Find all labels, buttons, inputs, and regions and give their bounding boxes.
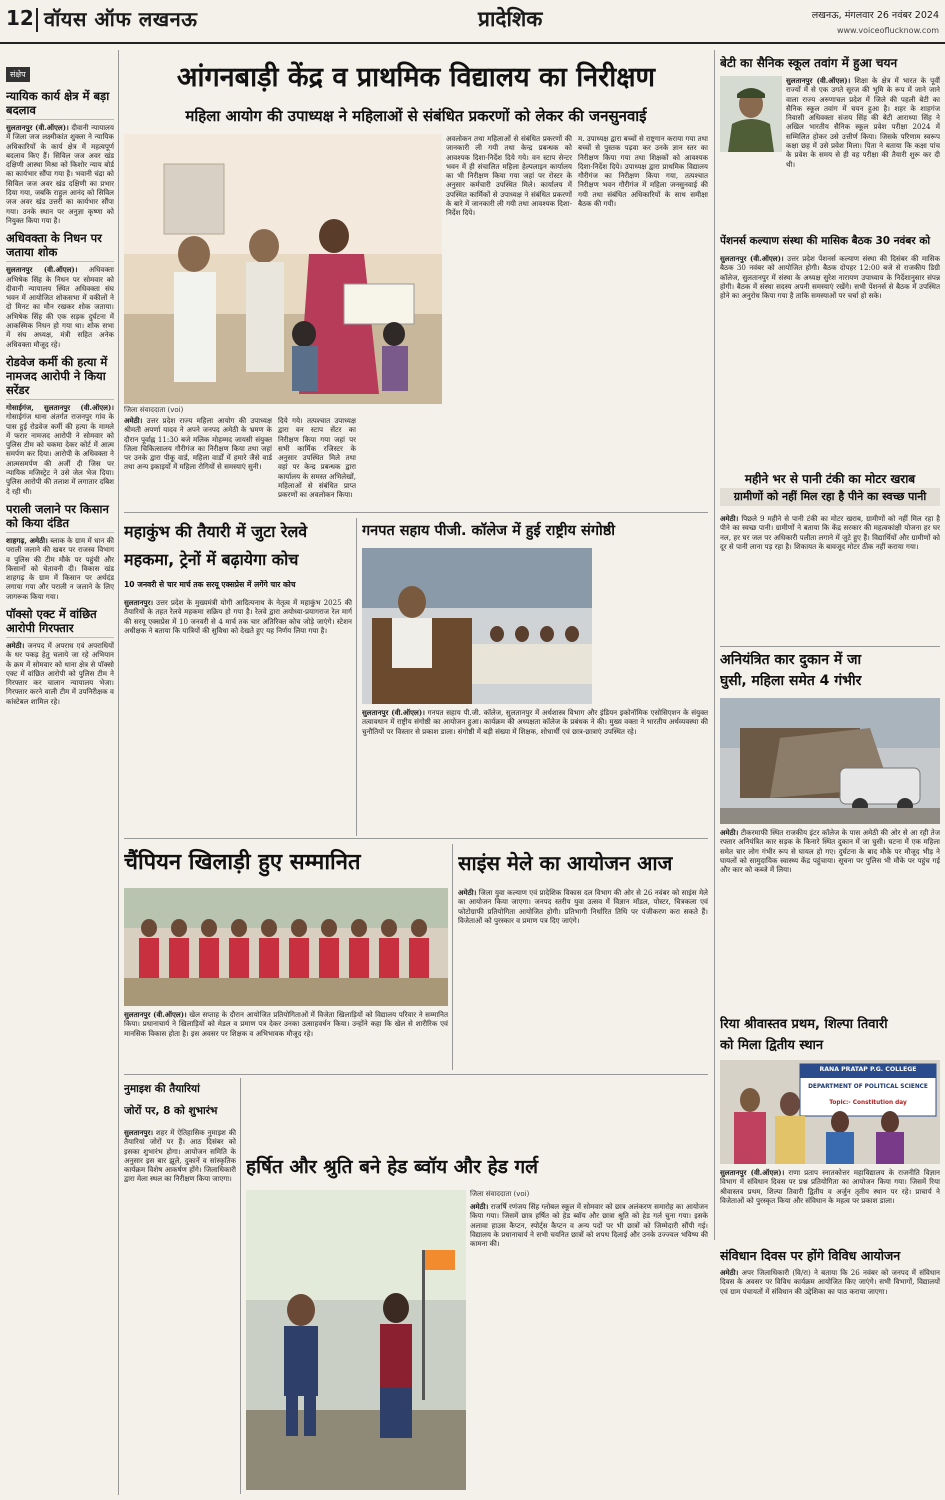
brief-item [6, 355, 114, 496]
brief-column [6, 62, 114, 1492]
section-title: प्रादेशिक [478, 7, 543, 31]
website-url: www.voiceoflucknow.com [836, 26, 939, 35]
brief-headline: रोडवेज कर्मी की हत्या में नामजद आरोपी ने किया सरेंडर [6, 355, 114, 400]
water-body: अमेठी। पिछले 9 महीने से पानी टंकी का मोटर खराब, ग्रामीणों को नहीं मिल रहा है पीने का स्वच्छ पानी। ग्रामीणों ने बताया कि केंद्र सरकार की महत्वकांक्षी योजना हर घर नल, हर घर जल पर अधिकारी पलीता लगाने में जुटे हुए हैं। विद्यार्थियों और ग्रामीणों को दूर से पानी लाना पड़ रहा है। शिकायत के बावजूद मोटर ठीक नहीं कराया गया। [720, 514, 940, 551]
school-parade-photo [246, 1190, 466, 1490]
column-divider [118, 50, 119, 1495]
lead-body-col-1: अमेठी। उत्तर प्रदेश राज्य महिला आयोग की उपाध्यक्ष श्रीमती अपर्णा यादव ने अपने जनपद अमेठी के भ्रमण के दौरान पूर्वाह्न 11:30 बजे मलिक मोहम्मद जायसी संयुक्त जिला चिकित्सालय गौरीगंज का निरीक्षण किया तथा जहां पर उनके द्वारा पीकू वार्ड, महिला वार्डों में हमारे जैसे वार्ड तथा अन्य इकाइयों में महिला रोगियों से समस्याएं सुनी। [124, 416, 272, 472]
accident-photo [720, 698, 940, 824]
lead-subhead-box [124, 104, 708, 130]
lead-photo [124, 134, 442, 404]
column-divider [240, 1078, 241, 1494]
section-divider [124, 1074, 708, 1075]
champion-body: सुलतानपुर (वी.ऑएल)। खेल सप्ताह के दौरान आयोजित प्रतियोगिताओं में विजेता खिलाड़ियों को विद्यालय परिवार ने सम्मानित किया। प्रधानाचार्य ने खिलाड़ियों को मेडल व प्रमाण पत्र देकर उनका उत्साहवर्धन किया। उन्होंने कहा कि खेल से शारीरिक एवं मानसिक विकास होता है। इस अवसर पर शिक्षक व अभिभावक मौजूद रहे। [124, 1010, 448, 1038]
lead-photo-caption: जिला संवाददाता (voi) [124, 406, 184, 414]
cadet-portrait [720, 76, 782, 152]
newspaper-brand: वॉयस ऑफ लखनऊ [44, 7, 198, 31]
banner-college: RANA PRATAP P.G. COLLEGE [819, 1066, 917, 1073]
result-headline-box [720, 1014, 940, 1058]
result-headline-line2: को मिला द्वितीय स्थान [720, 1038, 824, 1053]
masthead-divider [36, 8, 38, 32]
water-headline-line2: ग्रामीणों को नहीं मिल रहा है पीने का स्वच्छ पानी [720, 488, 940, 506]
damaged-shop-photo [720, 698, 940, 824]
column-divider [356, 518, 357, 836]
water-headline-line1: महीने भर से पानी टंकी का मोटर खराब [744, 472, 916, 486]
head-boy-headline: हर्षित और श्रुति बने हेड ब्वॉय और हेड गर्ल [246, 1156, 539, 1178]
head-boy-headline-box [246, 1150, 708, 1186]
page-number: 12 [6, 6, 34, 30]
lead-body-col-3: अवलोकन तथा महिलाओं से संबंधित प्रकरणों की जानकारी ली गयी तथा केन्द्र प्रबन्धक को आवश्यक दिशा-निर्देश दिये गये। वन स्टाप सेन्टर भवन में ही संचालित महिला हेल्पलाइन कार्यालय का भी निरीक्षण किया गया जहां पर रोस्टर के अनुसार कर्मचारी उपस्थित मिले। कार्यालय में उपस्थित कार्मिकों से उपाध्यक्ष ने संबंधित प्रकरणों के बारे में जानकारी ली गयी तथा आवश्यक दिशा-निर्देश दिये। [446, 134, 572, 218]
column-divider [714, 50, 715, 1240]
head-boy-photo [246, 1190, 466, 1490]
accident-body: अमेठी। टीकरमाफी स्थित राजकीय इंटर कॉलेज के पास अमेठी की ओर से आ रही तेज रफ्तार अनियंत्रित कार सड़क के किनारे स्थित दुकान में जा घुसी। घटना में एक महिला समेत चार लोग गंभीर रूप से घायल हो गए। दुर्घटना के बाद मौके पर मौजूद भीड़ ने घायलों को सामुदायिक स्वास्थ्य केंद्र पहुंचाया। सूचना पर पुलिस भी मौके पर पहुंच गई और कार को कब्जे में लिया। [720, 828, 940, 875]
section-divider [720, 646, 940, 647]
head-boy-caption: जिला संवाददाता (voi) [470, 1190, 530, 1198]
pension-body: सुलतानपुर (वी.ऑएल)। उत्तर प्रदेश पेंशनर्स कल्याण संस्था की दिसंबर की मासिक बैठक 30 नवंबर को आयोजित होगी। बैठक दोपहर 12:00 बजे से राजकीय डिग्री कॉलेज, सुलतानपुर में संस्था के अध्यक्ष सुरेश नारायण उपाध्याय के निर्देशानुसार संपन्न होगी। बैठक में संस्था सदस्य अपनी समस्याएं रखेंगे। सभी पेंशनर्स से बैठक में उपस्थित होने का अनुरोध किया गया है ताकि समस्याओं पर चर्चा हो सके। [720, 254, 940, 301]
lead-body-col-2: दिये गये। तत्पश्चात उपाध्यक्ष द्वारा वन स्टाप सेंटर का निरीक्षण किया गया जहां पर सभी कार्मिक रजिस्टर के अनुसार उपस्थित मिले तथा वहां पर केन्द्र प्रबन्धक द्वारा कार्यालय के समस्त अभिलेखों, महिलाओं से संबंधित प्राप्त प्रकरणों का अवलोकन किया। [278, 416, 356, 500]
seminar-headline-box [362, 518, 708, 546]
banner-department: DEPARTMENT OF POLITICAL SCIENCE [808, 1084, 928, 1090]
result-body: सुलतानपुर (वी.ऑएल)। राणा प्रताप स्नातकोत्तर महाविद्यालय के राजनीति विज्ञान विभाग में संविधान दिवस पर प्रश्न प्रतियोगिता का आयोजन किया गया। जिसमें रिया श्रीवास्तव प्रथम, शिल्पा तिवारी द्वितीय व अर्जुन तृतीय स्थान पर रहे। प्राचार्य ने विजेताओं को पुरस्कृत किया और संविधान के महत्व पर प्रकाश डाला। [720, 1168, 940, 1205]
result-headline-line1: रिया श्रीवास्तव प्रथम, शिल्पा तिवारी [720, 1017, 888, 1032]
banner-topic: Topic:- Constitution day [829, 1100, 907, 1106]
brief-body: सुलतानपुर (वी.ऑएल)। अधिवक्ता अभिषेक सिंह के निधन पर सोमवार को दीवानी न्यायालय स्थित अधिवक्ता संघ भवन में आयोजित शोकसभा में वकीलों ने दो मिनट का मौन रखकर शोक जताया। अभिषेक सिंह की एक सड़क दुर्घटना में आकस्मिक निधन हो गया था। शोक सभा में संघ अध्यक्ष, मंत्री सहित अनेक अधिवक्ता मौजूद रहे। [6, 265, 114, 349]
railway-kicker: 10 जनवरी से चार मार्च तक सरयू एक्सप्रेस में लगेंगे चार कोच [124, 580, 296, 589]
brief-item [6, 89, 114, 225]
cadet-photo [720, 76, 782, 152]
water-headline-box [720, 470, 940, 510]
numaish-body: सुलतानपुर। शहर में ऐतिहासिक नुमाइश की तैयारियां जोरों पर हैं। आठ दिसंबर को इसका शुभारंभ होगा। आयोजन समिति के अनुसार इस बार झूले, दुकानें व सांस्कृतिक कार्यक्रम विशेष आकर्षण होंगे। जिलाधिकारी द्वारा मेला स्थल का निरीक्षण किया जाएगा। [124, 1128, 236, 1184]
seminar-photo [362, 548, 592, 704]
railway-body: सुलतानपुर। उत्तर प्रदेश के मुख्यमंत्री योगी आदित्यनाथ के नेतृत्व में महाकुंभ 2025 की तैयारियों के तहत रेलवे महकमा सक्रिय हो गया है। रेलवे द्वारा अयोध्या-प्रयागराज रेल मार्ग की सरयू एक्सप्रेस में 10 जनवरी से 4 मार्च तक चार अतिरिक्त कोच जोड़े जाएंगे। स्टेशन अधीक्षक ने बताया कि यात्रियों की सुविधा को देखते हुए यह निर्णय लिया गया है। [124, 598, 352, 635]
result-photo [720, 1060, 940, 1164]
samvidhan-body: अमेठी। अपर जिलाधिकारी (वि/रा) ने बताया कि 26 नवंबर को जनपद में संविधान दिवस के अवसर पर विविध कार्यक्रम आयोजित किए जाएंगे। सभी विभागों, विद्यालयों एवं ग्राम पंचायतों में संविधान की उद्देशिका का पाठ कराया जाएगा। [720, 1268, 940, 1296]
railway-headline-line2: महकमा, ट्रेनों में बढ़ायेगा कोच [124, 550, 299, 569]
award-ceremony-photo [720, 1060, 940, 1164]
science-fair-headline-box [458, 844, 708, 884]
accident-headline-line1: अनियंत्रित कार दुकान में जा [720, 652, 862, 668]
pension-headline: पेंशनर्स कल्याण संस्था की मासिक बैठक 30 नवंबर को [720, 235, 931, 247]
cadet-headline: बेटी का सैनिक स्कूल तवांग में हुआ चयन [720, 56, 898, 70]
section-divider [124, 512, 708, 513]
cadet-headline-box [720, 56, 940, 72]
seminar-stage-photo [362, 548, 592, 704]
lead-body-col-4: म. उपाध्यक्ष द्वारा बच्चों से राष्ट्रगान कराया गया तथा बच्चों से पुस्तक पढ़वा कर उनके ज्ञान स्तर का निरीक्षण किया गया तथा शिक्षकों को आवश्यक दिशा-निर्देश दिये। उपाध्यक्ष द्वारा प्राथमिक विद्यालय गौरीगंज का निरीक्षण किया गया, तत्पश्चात निरीक्षण भवन गौरीगंज में महिला जनसुनवाई की गयी तथा संबंधित अधिकारियों के साथ समीक्षा बैठक की गयी। [578, 134, 708, 209]
champion-photo [124, 888, 448, 1006]
railway-kicker-box [124, 578, 352, 592]
team-group-photo [124, 888, 448, 1006]
brief-body: अमेठी। जनपद में अपराध एवं अपराधियों के धर पकड़ हेतु चलाये जा रहे अभियान के क्रम में सोमवार को थाना क्षेत्र से पॉक्सो एक्ट में वांछित आरोपी को पुलिस टीम ने गिरफ्तार कर चालान न्यायालय भेजा। गिरफ्तार करने वाली टीम में उपनिरीक्षक व कांस्टेबल शामिल रहे। [6, 640, 114, 706]
railway-headline-box [124, 518, 352, 576]
numaish-headline-box [124, 1078, 236, 1126]
accident-headline-box [720, 650, 940, 694]
issue-date: लखनऊ, मंगलवार 26 नवंबर 2024 [811, 10, 939, 21]
lead-subhead: महिला आयोग की उपाध्यक्ष ने महिलाओं से संबंधित प्रकरणों को लेकर की जनसुनवाई [185, 107, 647, 125]
brief-body: गोसाईगंज, सुलतानपुर (वी.ऑएल)। गोसाईगंज थाना अंतर्गत राजनपुर गांव के पास हुई रोडवेज कर्मी की हत्या के मामले में फरार नामजद आरोपी ने सोमवार को पुलिस टीम को चकमा देकर कोर्ट में आत्म समर्पण कर दिया। आरोपी के अधिवक्ता ने आत्मसमर्पण की अर्जी दी जिस पर न्यायिक मजिस्ट्रेट ने उसे जेल भेज दिया। पुलिस आरोपी की तलाश में लगातार दबिश दे रही थी। [6, 402, 114, 496]
masthead [0, 0, 945, 44]
lead-headline: आंगनबाड़ी केंद्र व प्राथमिक विद्यालय का निरीक्षण [176, 62, 656, 93]
railway-headline-line1: महाकुंभ की तैयारी में जुटा रेलवे [124, 522, 308, 541]
brief-item [6, 607, 114, 706]
champion-headline: चैंपियन खिलाड़ी हुए सम्मानित [124, 850, 361, 875]
brief-headline: अधिवक्ता के निधन पर जताया शोक [6, 231, 114, 262]
cadet-body: सुलतानपुर (वी.ऑएल)। शिक्षा के क्षेत्र में भारत के पूर्वी राज्यों में से एक उगते सूरज की भूमि के रूप में जाने जाने वाला राज्य अरुणाचल प्रदेश में जिले की पहली बेटी का सैनिक स्कूल तवांग में चयन हुआ है। शहर के शाहगंज निवासी अधिवक्ता संजय सिंह की बेटी आराध्या सिंह ने अखिल भारतीय सैनिक स्कूल प्रवेश परीक्षा 2024 में सम्मिलित होकर उसे उत्तीर्ण किया। जिसके परिणाम स्वरूप कक्षा छह में उसे प्रवेश मिला। पिता ने बताया कि कक्षा पांच के प्रवेश के समय से ही वह परीक्षा की तैयारी शुरू कर दी थी। [786, 76, 940, 169]
brief-body: सुलतानपुर (वी.ऑएल)। दीवानी न्यायालय में जिला जज लक्ष्मीकांत शुक्ला ने न्यायिक अधिकारियों के कार्य क्षेत्र में महत्वपूर्ण बदलाव किए हैं। सिविल जज अवर खंड दक्षिणी आस्था मिश्रा को किशोर न्याय बोर्ड का कार्यभार सौंपा गया है। भवानी चंद्रा को सिविल जज अवर खंड दक्षिणी का प्रभार दिया गया, जबकि राहुल आनंद को सिविल जज अवर खंड उत्तरी का कार्यभार सौंपा गया। उनके स्थान पर अनुज्ञा कृष्णा को नियुक्त किया गया है। [6, 123, 114, 225]
brief-item [6, 502, 114, 601]
brief-item [6, 231, 114, 349]
science-fair-body: अमेठी। जिला युवा कल्याण एवं प्रादेशिक विकास दल विभाग की ओर से 26 नवंबर को साइंस मेले का आयोजन किया जाएगा। जनपद स्तरीय युवा उत्सव में विज्ञान मॉडल, पोस्टर, चित्रकला एवं फोटोग्राफी प्रतियोगिता आयोजित होगी। प्रतिभागी निर्धारित तिथि पर पंजीकरण करा सकते हैं। विजेताओं को पुरस्कार व प्रमाण पत्र दिए जाएंगे। [458, 888, 708, 925]
head-boy-body: अमेठी। राजर्षि रणंजय सिंह ग्लोबल स्कूल में सोमवार को छात्र अलंकरण समारोह का आयोजन किया गया। जिसमें छात्र हर्षित को हेड ब्वॉय और छात्रा श्रुति को हेड गर्ल चुना गया। इसके अलावा हाउस कैप्टन, स्पोर्ट्स कैप्टन व अन्य पदों पर भी छात्रों को जिम्मेदारी सौंपी गई। विद्यालय के प्रधानाचार्य ने सभी चयनित छात्रों को शपथ दिलाई और उनके उज्ज्वल भविष्य की कामना की। [470, 1202, 708, 1249]
lead-headline-box [124, 56, 708, 102]
section-divider [124, 838, 708, 839]
pension-headline-box [720, 234, 940, 250]
brief-headline: पॉक्सो एक्ट में वांछित आरोपी गिरफ्तार [6, 607, 114, 638]
champion-headline-box [124, 844, 448, 884]
seminar-headline: गनपत सहाय पीजी. कॉलेज में हुई राष्ट्रीय संगोष्ठी [362, 523, 616, 539]
brief-headline: पराली जलाने पर किसान को किया दंडित [6, 502, 114, 533]
seminar-body: सुलतानपुर (वी.ऑएल)। गनपत सहाय पी.जी. कॉलेज, सुलतानपुर में अर्थशास्त्र विभाग और इंडियन इकोनॉमिक एसोसिएशन के संयुक्त तत्वावधान में राष्ट्रीय संगोष्ठी का आयोजन हुआ। कार्यक्रम की अध्यक्षता कॉलेज के प्रबंधक ने की। मुख्य वक्ता ने भारतीय अर्थव्यवस्था की चुनौतियों पर विस्तार से प्रकाश डाला। संगोष्ठी में बड़ी संख्या में शिक्षक, शोधार्थी एवं छात्र-छात्राएं उपस्थित रहे। [362, 708, 708, 736]
samvidhan-headline: संविधान दिवस पर होंगे विविध आयोजन [720, 1248, 901, 1263]
science-fair-headline: साइंस मेले का आयोजन आज [458, 851, 673, 875]
brief-headline: न्यायिक कार्य क्षेत्र में बड़ा बदलाव [6, 89, 114, 120]
brief-body: शाहगढ़, अमेठी। ब्लाक के ग्राम में धान की पराली जलाने की खबर पर राजस्व विभाग व पुलिस की टीम मौके पर पहुंची और किसानों को चेतावनी दी। विकास खंड शाहगढ़ के ग्राम में किसान पर अर्थदंड लगाया गया और पराली न जलाने के लिए जागरूक किया गया। [6, 535, 114, 601]
numaish-headline-line1: नुमाइश की तैयारियां [124, 1083, 200, 1095]
officials-inspection-photo [124, 134, 442, 404]
samvidhan-headline-box [720, 1248, 940, 1264]
accident-headline-line2: घुसी, महिला समेत 4 गंभीर [720, 673, 862, 689]
numaish-headline-line2: जोरों पर, 8 को शुभारंभ [124, 1105, 218, 1117]
brief-tag: संक्षेप [6, 67, 30, 82]
column-divider [452, 844, 453, 1070]
